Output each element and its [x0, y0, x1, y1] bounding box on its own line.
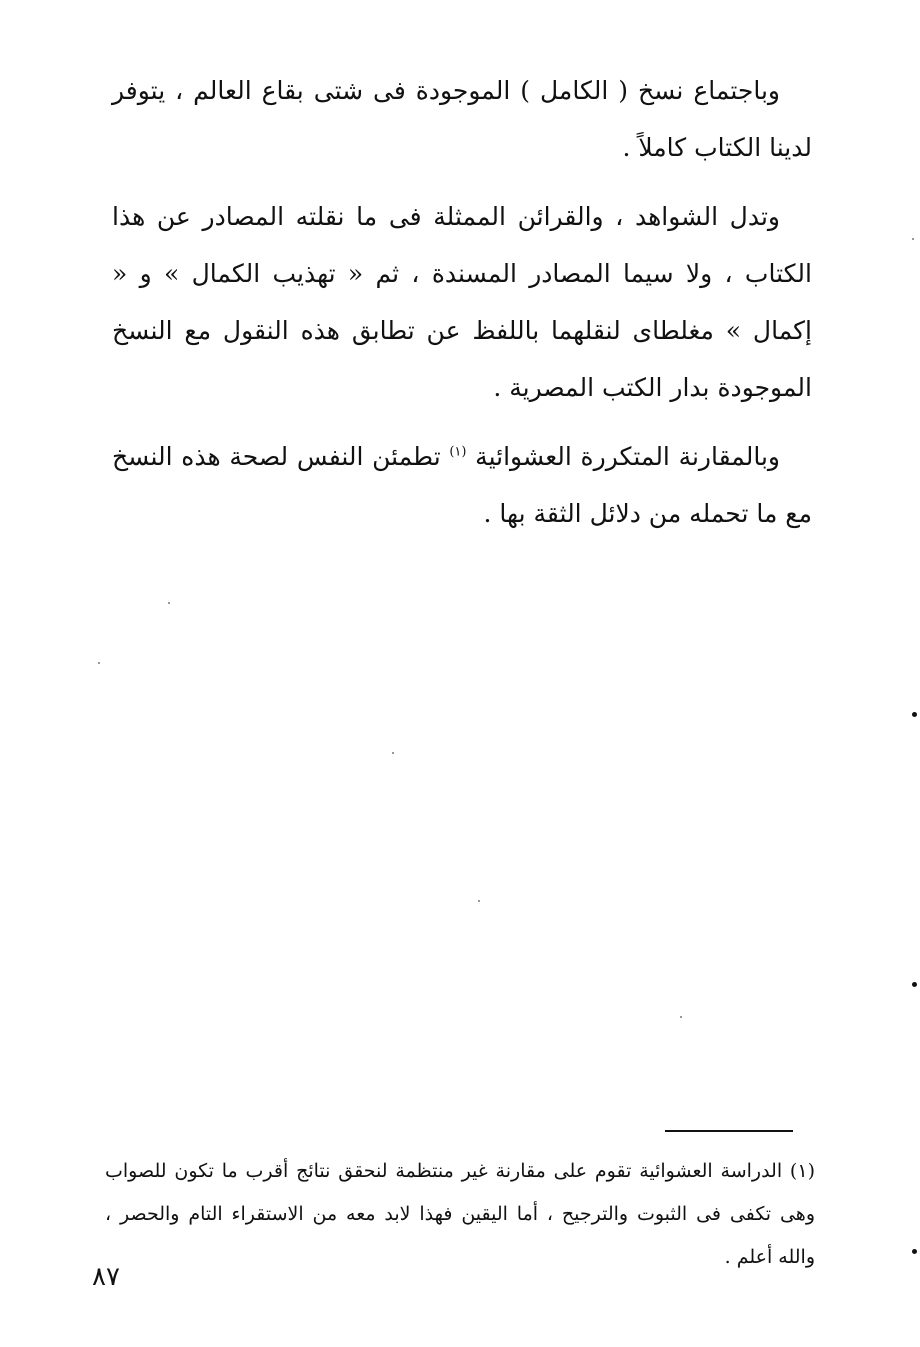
margin-mark [912, 712, 917, 717]
margin-mark [912, 982, 917, 987]
footnote-separator [665, 1130, 793, 1132]
scan-speck [98, 662, 100, 664]
paragraph-2: وتدل الشواهد ، والقرائن الممثلة فى ما نقلته المصادر عن هذا الكتاب ، ولا سيما المصادر المسندة ، ثم « تهذيب الكمال » و « إكمال » مغلطاى لنقلهما باللفظ عن تطابق هذه النقول مع النسخ الموجودة بدار الكتب المصرية . [112, 202, 812, 402]
page-number: ٨٧ [92, 1262, 120, 1292]
paragraph-1: وباجتماع نسخ ( الكامل ) الموجودة فى شتى بقاع العالم ، يتوفر لدينا الكتاب كاملاً . [112, 76, 812, 162]
scan-speck [478, 900, 480, 902]
footnote-reference[interactable]: (١) [449, 444, 467, 460]
scan-speck [168, 602, 170, 604]
scan-speck [392, 752, 394, 754]
footnote-text: (١) الدراسة العشوائية تقوم على مقارنة غير منتظمة لنحقق نتائج أقرب ما تكون للصواب وهى تكفى فى الثبوت والترجيح ، أما اليقين فهذا لابد معه من الاستقراء التام والحصر ، والله أعلم . [105, 1160, 815, 1268]
scan-speck [912, 238, 914, 240]
paragraph-3-start: وبالمقارنة المتكررة العشوائية [475, 442, 780, 471]
margin-mark [912, 1249, 917, 1254]
paragraph-3 [112, 428, 812, 542]
paragraph-3-end: تطمئن النفس لصحة هذه النسخ مع ما تحمله من دلائل الثقة بها . [112, 442, 812, 528]
scan-speck [680, 1016, 682, 1018]
footnote [105, 1150, 815, 1279]
main-text [112, 62, 812, 554]
